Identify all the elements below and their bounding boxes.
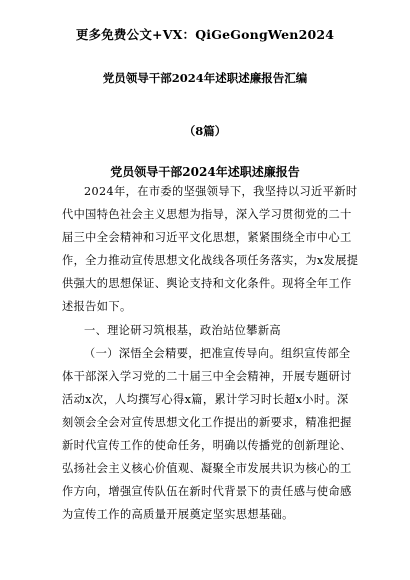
paragraph-line: 为宣传工作的高质量开展奠定坚实思想基础。 [62,508,294,521]
paragraph-line: 弘扬社会主义核心价值观、凝聚全市发展共识为核心的工 [62,462,352,475]
paragraph-line: 作方向，增强宣传队伍在新时代背景下的责任感与使命感 [62,485,352,498]
paragraph-line: 作，全力推动宣传思想文化战线各项任务落实，为x发展提 [62,254,359,267]
paragraph-line: 届三中全会精神和习近平文化思想，紧紧围绕全市中心工 [62,231,352,244]
paragraph-line: 述报告如下。 [62,300,132,313]
report-title: 党员领导干部2024年述职述廉报告 [110,165,300,179]
paragraph-line: （一）深悟全会精要，把准宣传导向。组织宣传部全 [84,347,351,360]
article-count: （8篇） [183,124,227,138]
paragraph-line: 活动x次，人均撰写心得x篇，累计学习时长超x小时。深 [62,393,349,406]
paragraph-line: 刻领会全会对宣传思想文化工作提出的新要求，精准把握 [62,416,352,429]
paragraph-line: 2024年，在市委的坚强领导下，我坚持以习近平新时 [84,185,358,198]
collection-title: 党员领导干部2024年述职述廉报告汇编 [102,71,308,85]
header-note: 更多免费公文+VX：QiGeGongWen2024 [75,27,335,42]
section-heading: 一、理论研习筑根基，政治站位攀新高 [84,324,281,337]
paragraph-line: 新时代宣传工作的使命任务，明确以传播党的创新理论、 [62,439,352,452]
paragraph-line: 供强大的思想保证、舆论支持和文化条件。现将全年工作 [62,277,352,290]
paragraph-line: 代中国特色社会主义思想为指导，深入学习贯彻党的二十 [62,208,352,221]
paragraph-line: 体干部深入学习党的二十届三中全会精神，开展专题研讨 [62,370,352,383]
